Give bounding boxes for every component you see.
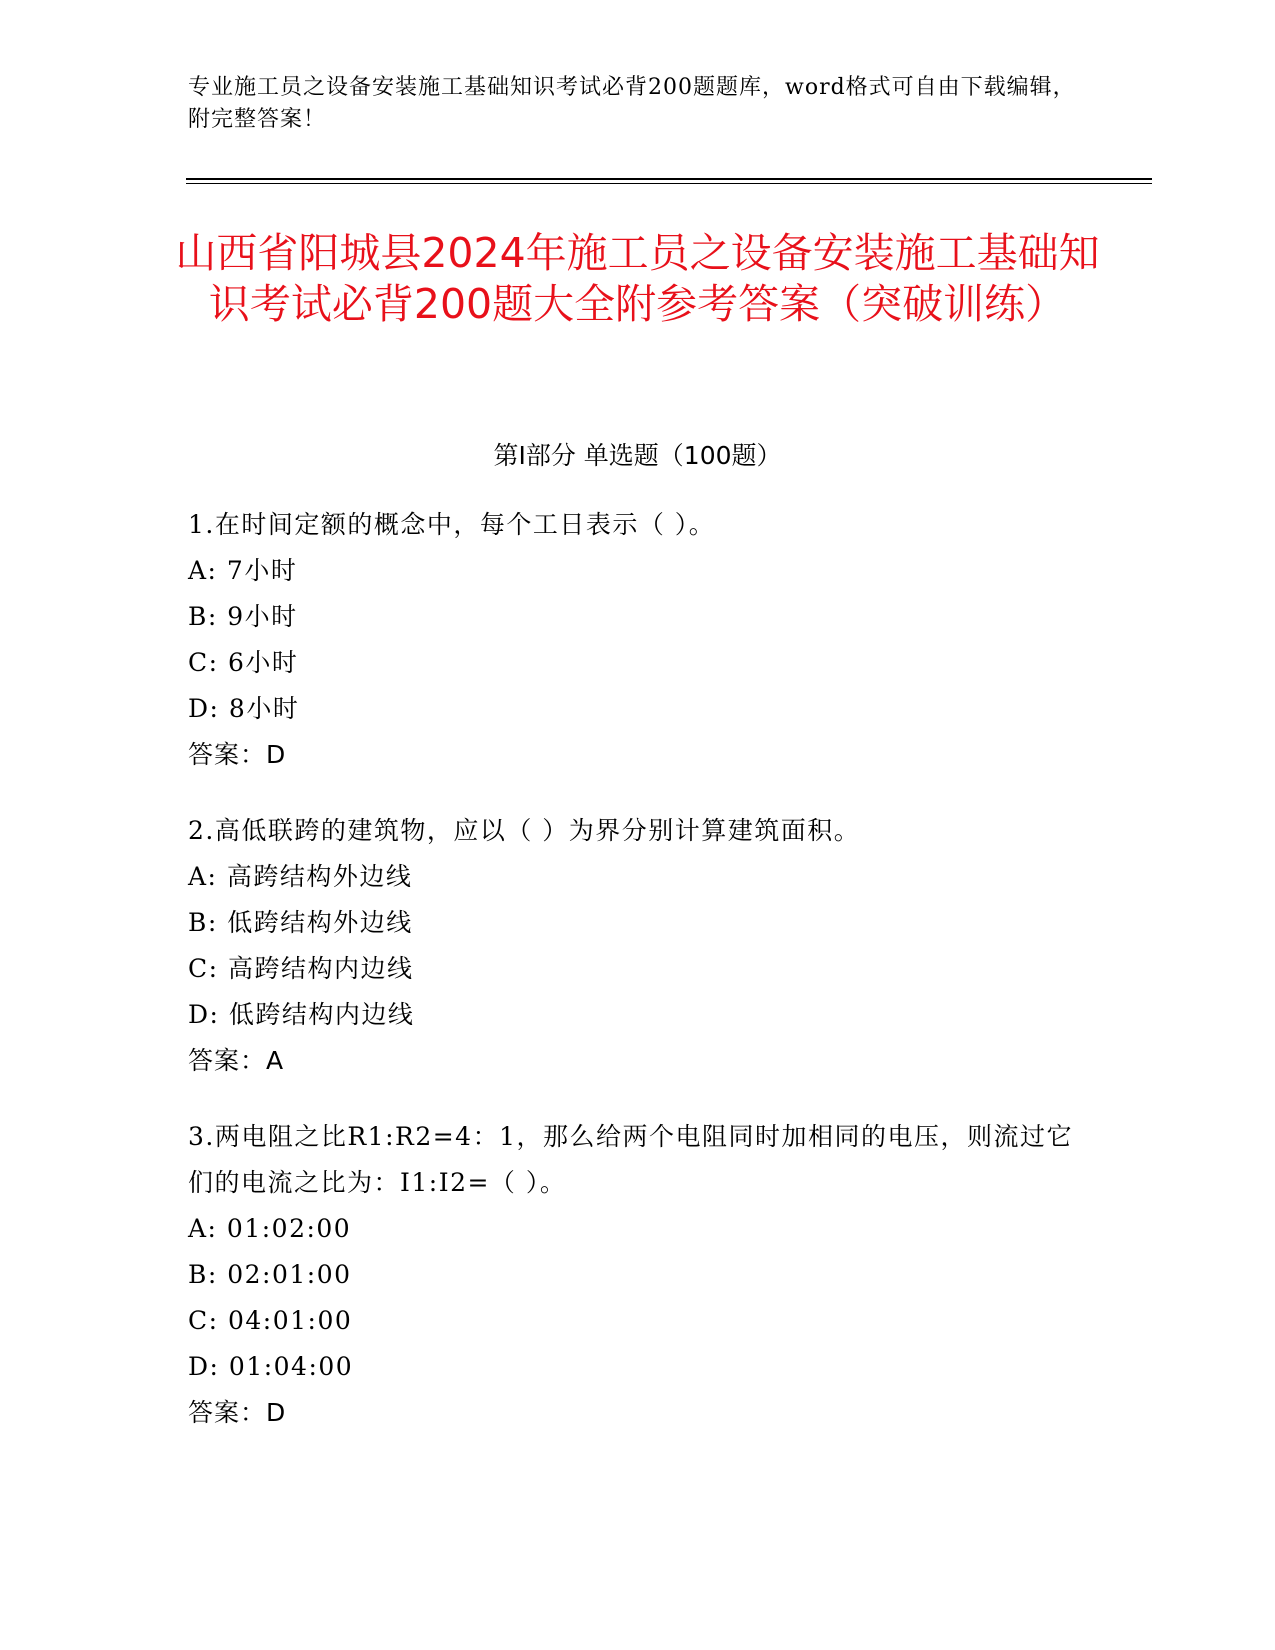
answer: 答案：A xyxy=(188,1046,285,1075)
option-c: C: 高跨结构内边线 xyxy=(188,954,414,983)
option-c: C: 6小时 xyxy=(188,648,299,677)
question-stem: 3.两电阻之比R1:R2=4：1，那么给两个电阻同时加相同的电压，则流过它们的电流之比为：I1:I2=（ ）。 xyxy=(188,1122,1073,1197)
question-stem: 1.在时间定额的概念中，每个工日表示（ ）。 xyxy=(188,510,716,539)
document-title: 山西省阳城县2024年施工员之设备安装施工基础知识考试必背200题大全附参考答案（突破训练） xyxy=(175,229,1100,328)
section-title: 第I部分 单选题（100题） xyxy=(493,441,782,470)
question-3 xyxy=(188,1114,1088,1436)
option-d: D: 8小时 xyxy=(188,694,300,723)
question-stem: 2.高低联跨的建筑物，应以（ ）为界分别计算建筑面积。 xyxy=(188,816,861,845)
option-b: B: 02:01:00 xyxy=(188,1260,352,1289)
option-b: B: 低跨结构外边线 xyxy=(188,908,413,937)
option-d: D: 低跨结构内边线 xyxy=(188,1000,415,1029)
option-d: D: 01:04:00 xyxy=(188,1352,354,1381)
answer: 答案：D xyxy=(188,740,287,769)
answer: 答案：D xyxy=(188,1398,287,1427)
question-1 xyxy=(188,502,1088,778)
option-c: C: 04:01:00 xyxy=(188,1306,353,1335)
header-note: 专业施工员之设备安装施工基础知识考试必背200题题库，word格式可自由下载编辑，附完整答案！ xyxy=(188,75,1076,132)
option-b: B: 9小时 xyxy=(188,602,298,631)
option-a: A: 高跨结构外边线 xyxy=(188,862,413,891)
header-rule-thin xyxy=(186,183,1152,184)
question-2 xyxy=(188,808,1088,1084)
option-a: A: 7小时 xyxy=(188,556,298,585)
header-rule-thick xyxy=(186,178,1152,180)
option-a: A: 01:02:00 xyxy=(188,1214,352,1243)
